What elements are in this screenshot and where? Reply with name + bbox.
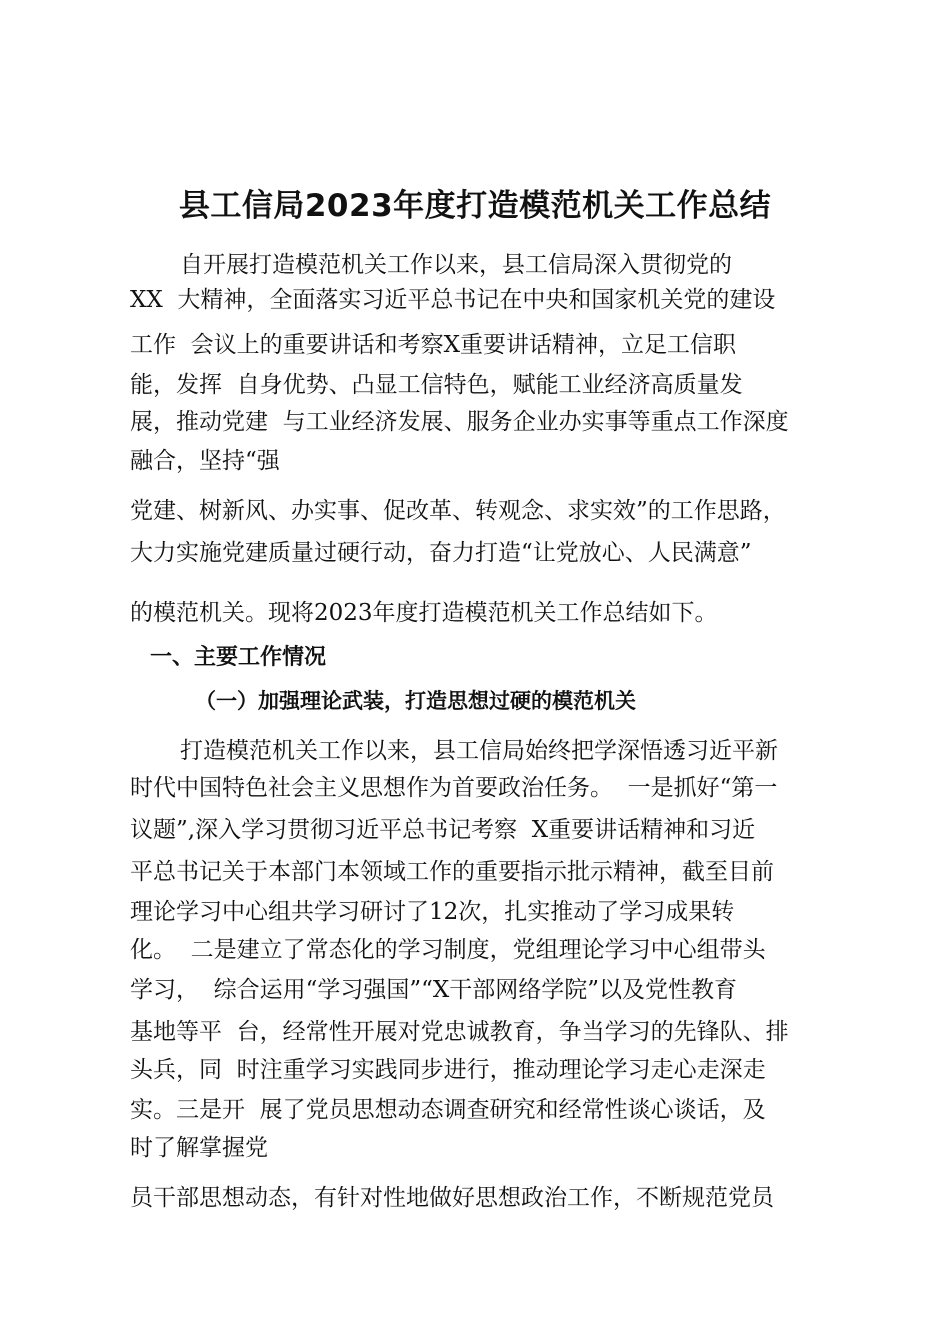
- body-line: 打造模范机关工作以来，县工信局始终把学深悟透习近平新: [180, 738, 778, 764]
- body-line: 理论学习中心组共学习研讨了12次，扎实推动了学习成果转: [130, 899, 735, 925]
- intro-line: 展，推动党建 与工业经济发展、服务企业办实事等重点工作深度: [130, 409, 789, 435]
- body-line: 时了解掌握党: [130, 1135, 268, 1161]
- intro-line: 大力实施党建质量过硬行动，奋力打造“让党放心、人民满意”: [130, 540, 752, 566]
- intro-line: XX 大精神，全面落实习近平总书记在中央和国家机关党的建设: [130, 287, 776, 313]
- body-line: 实。三是开 展了党员思想动态调查研究和经常性谈心谈话，及: [130, 1097, 766, 1123]
- intro-line: 能，发挥 自身优势、凸显工信特色，赋能工业经济高质量发: [130, 372, 743, 398]
- intro-line: 自开展打造模范机关工作以来，县工信局深入贯彻党的: [180, 252, 732, 278]
- body-line: 学习， 综合运用“学习强国”“X干部网络学院”以及党性教育: [130, 977, 738, 1003]
- body-line: 平总书记关于本部门本领域工作的重要指示批示精神，截至目前: [130, 859, 774, 885]
- body-line: 时代中国特色社会主义思想作为首要政治任务。 一是抓好“第一: [130, 775, 778, 801]
- body-line: 头兵，同 时注重学习实践同步进行，推动理论学习走心走深走: [130, 1057, 766, 1083]
- subsection-heading: （一）加强理论武装，打造思想过硬的模范机关: [195, 688, 636, 713]
- body-line: 基地等平 台，经常性开展对党忠诚教育，争当学习的先锋队、排: [130, 1019, 789, 1045]
- body-line: 议题”,深入学习贯彻习近平总书记考察 X重要讲话精神和习近: [130, 817, 756, 843]
- body-line: 化。 二是建立了常态化的学习制度，党组理论学习中心组带头: [130, 937, 766, 963]
- intro-line: 工作 会议上的重要讲话和考察X重要讲话精神，立足工信职: [130, 332, 736, 358]
- intro-line: 党建、树新风、办实事、促改革、转观念、求实效”的工作思路，: [130, 498, 786, 524]
- document-title: 县工信局2023年度打造模范机关工作总结: [178, 188, 772, 224]
- body-line: 员干部思想动态，有针对性地做好思想政治工作，不断规范党员: [130, 1185, 774, 1211]
- section-heading: 一、主要工作情况: [150, 645, 327, 670]
- intro-line: 融合，坚持“强: [130, 448, 280, 474]
- intro-line: 的模范机关。现将2023年度打造模范机关工作总结如下。: [130, 600, 718, 626]
